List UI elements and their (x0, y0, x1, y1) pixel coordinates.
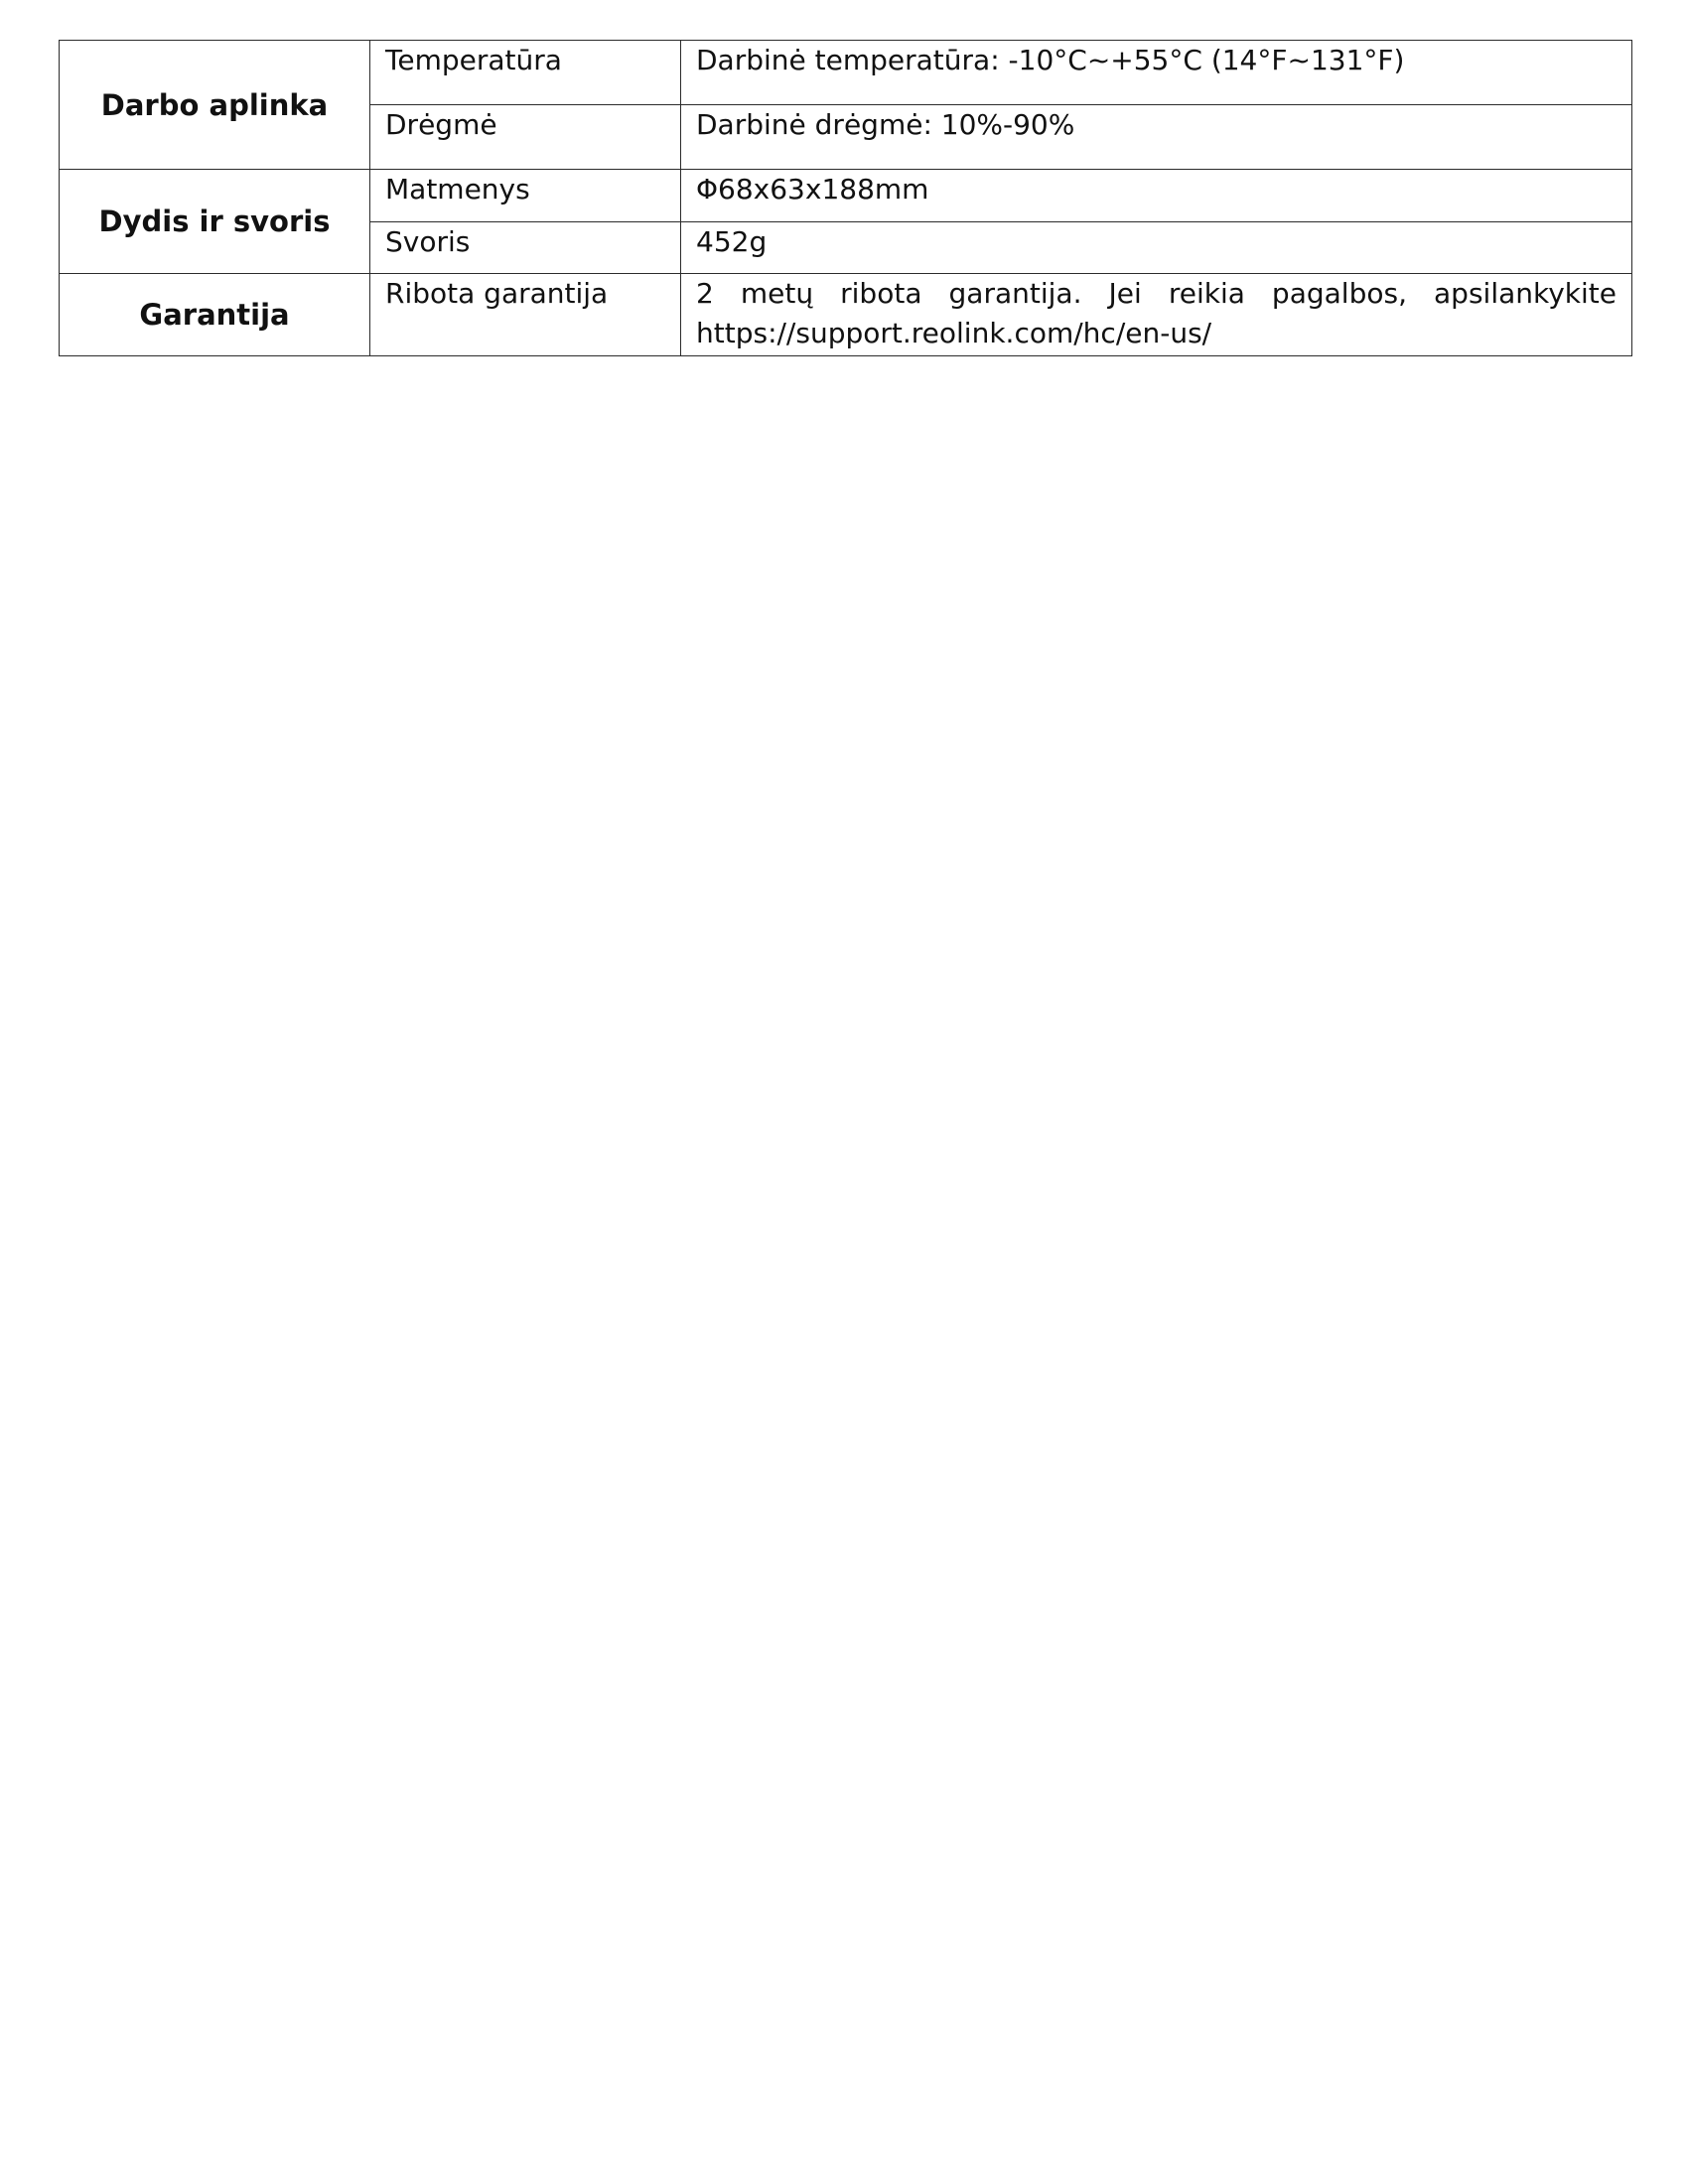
group-label-operating-environment: Darbo aplinka (60, 41, 370, 170)
spec-table (59, 40, 1632, 356)
table-row (60, 274, 1632, 356)
spec-value-humidity: Darbinė drėgmė: 10%-90% (681, 105, 1632, 170)
group-label-warranty: Garantija (60, 274, 370, 356)
support-url-text: https://support.reolink.com/hc/en-us/ (696, 317, 1212, 349)
table-row (60, 170, 1632, 222)
group-label-size-weight: Dydis ir svoris (60, 170, 370, 274)
spec-name-temperature: Temperatūra (370, 41, 681, 105)
spec-name-weight: Svoris (370, 222, 681, 274)
spec-name-dimensions: Matmenys (370, 170, 681, 222)
spec-value-limited-warranty (681, 274, 1632, 356)
spec-name-humidity: Drėgmė (370, 105, 681, 170)
table-row (60, 41, 1632, 105)
spec-value-dimensions: Φ68x63x188mm (681, 170, 1632, 222)
spec-value-temperature: Darbinė temperatūra: -10°C~+55°C (14°F~131°F) (681, 41, 1632, 105)
warranty-text-line: 2 metų ribota garantija. Jei reikia pagalbos, apsilankykite (696, 277, 1617, 310)
spec-value-weight: 452g (681, 222, 1632, 274)
spec-name-limited-warranty: Ribota garantija (370, 274, 681, 356)
